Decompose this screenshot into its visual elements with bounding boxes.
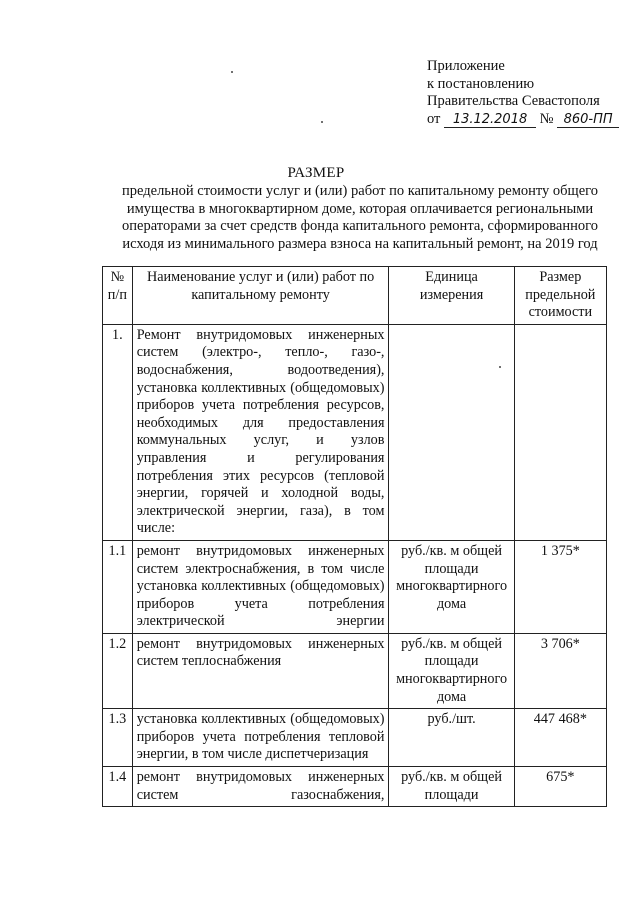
row-num: 1.1	[103, 540, 133, 633]
from-label: от	[427, 110, 441, 127]
document-subtitle	[100, 183, 620, 253]
subtitle-text: предельной стоимости услуг и (или) работ по капитальному ремонту общего имущества в многоквартирном доме, которая оплачивается региональными операторами за счет средств фонда капитального ремонта, сформированного исходя из минимального размера взноса на капитальный ремонт, на 2019 год	[122, 183, 598, 252]
row-cost: 675*	[514, 767, 606, 807]
row-cost: 1 375*	[514, 540, 606, 633]
table-row	[103, 709, 607, 767]
table-row	[103, 324, 607, 540]
row-name: установка коллективных (общедомовых) приборов учета потребления тепловой энергии, в том числе диспетчеризация	[132, 709, 389, 767]
table-row	[103, 633, 607, 708]
appendix-title: Приложение	[427, 58, 505, 74]
appendix-block	[427, 58, 627, 128]
row-name: Ремонт внутридомовых инженерных систем (электро-, тепло-, газо-, водоснабжения, водоотведения), установка коллективных (общедомовых) приборов учета потребления ресурсов, необходимых для предоставления коммунальных услуг, и узлов управления и регулирования потребления этих ресурсов (тепловой энергии, горячей и холодной воды, электрической энергии, газа), в том числе:	[132, 324, 389, 540]
table-header-row	[103, 267, 607, 325]
row-num: 1.	[103, 324, 133, 540]
number-label: №	[539, 110, 554, 127]
row-unit	[389, 324, 514, 540]
header-name: Наименование услуг и (или) работ по капитальному ремонту	[132, 267, 389, 325]
appendix-resolution: к постановлению	[427, 75, 535, 92]
cost-table	[102, 266, 607, 807]
row-num: 1.4	[103, 767, 133, 807]
row-unit: руб./кв. м общей площади многоквартирного дома	[389, 633, 514, 708]
table-row	[103, 540, 607, 633]
row-num: 1.3	[103, 709, 133, 767]
handwritten-number: 860-ПП	[557, 113, 619, 128]
row-unit: руб./кв. м общей площади	[389, 767, 514, 807]
appendix-government: Правительства Севастополя	[427, 93, 600, 109]
scan-speck	[321, 121, 323, 123]
row-unit: руб./кв. м общей площади многоквартирного дома	[389, 540, 514, 633]
row-name: ремонт внутридомовых инженерных систем электроснабжения, в том числе установка коллективных (общедомовых) приборов учета потребления электрической энергии	[132, 540, 389, 633]
row-unit: руб./шт.	[389, 709, 514, 767]
scan-speck	[231, 71, 233, 73]
document-title: РАЗМЕР	[287, 165, 345, 181]
row-cost: 447 468*	[514, 709, 606, 767]
row-cost	[514, 324, 606, 540]
row-name: ремонт внутридомовых инженерных систем теплоснабжения	[132, 633, 389, 708]
row-name: ремонт внутридомовых инженерных систем газоснабжения,	[132, 767, 389, 807]
table-row	[103, 767, 607, 807]
row-num: 1.2	[103, 633, 133, 708]
appendix-date-number	[427, 111, 627, 129]
header-num: № п/п	[103, 267, 133, 325]
row-cost: 3 706*	[514, 633, 606, 708]
handwritten-date: 13.12.2018	[444, 113, 536, 128]
header-unit: Единица измерения	[389, 267, 514, 325]
header-cost: Размер предельной стоимости	[514, 267, 606, 325]
